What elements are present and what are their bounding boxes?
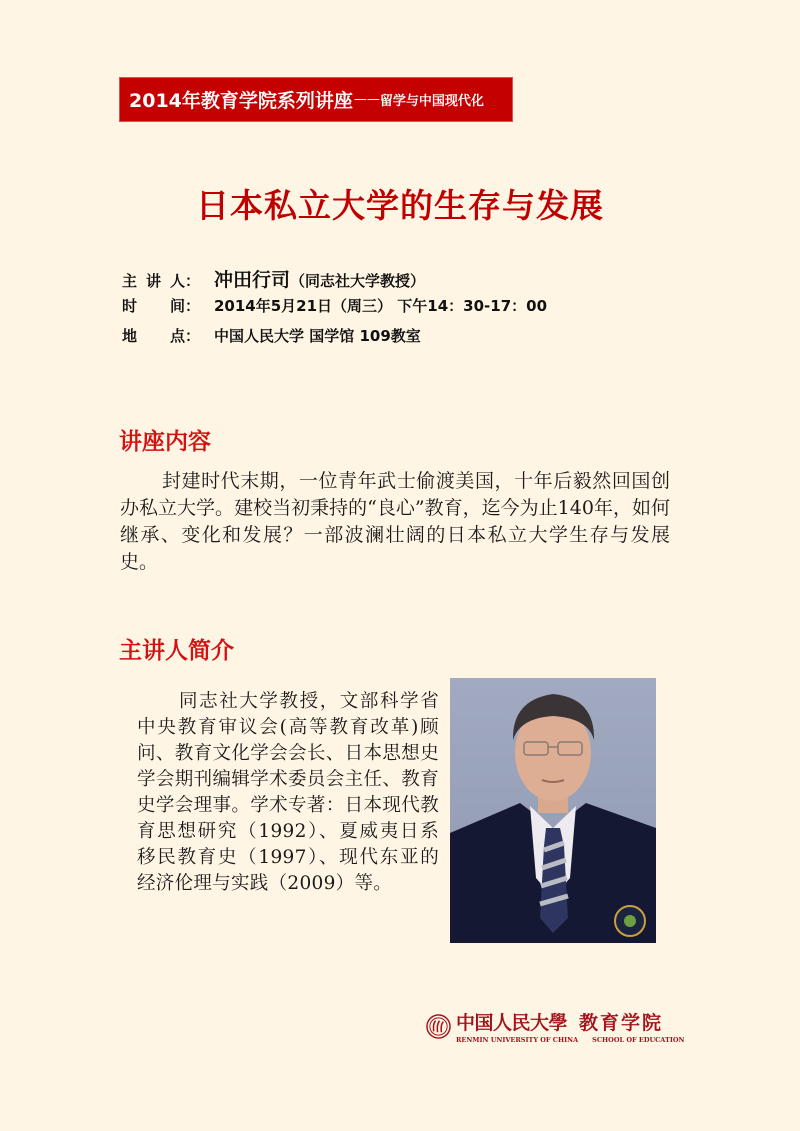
speaker-row bbox=[122, 265, 547, 295]
university-name-cn: 中国人民大學 bbox=[456, 1012, 568, 1034]
lecture-title: 日本私立大学的生存与发展 bbox=[196, 186, 604, 225]
school-logo bbox=[426, 1008, 684, 1044]
label-char: 点： bbox=[169, 327, 200, 345]
content-heading: 讲座内容 bbox=[119, 429, 211, 455]
label-char: 地 bbox=[122, 327, 138, 345]
logo-cn bbox=[456, 1008, 684, 1035]
label-char: 间： bbox=[169, 297, 200, 315]
bio-body: 同志社大学教授，文部科学省中央教育审议会(高等教育改革)顾问、教育文化学会会长、日本思想史学会期刊编辑学术委员会主任、教育史学会理事。学术专著：日本现代教育思想研究（1992）、夏威夷日系移民教育史（1997）、现代东亚的经济伦理与实践（2009）等。 bbox=[137, 691, 439, 894]
place-row bbox=[122, 325, 547, 355]
label-char: 人： bbox=[169, 272, 200, 290]
logo-en bbox=[456, 1036, 684, 1044]
university-emblem-icon bbox=[426, 1014, 451, 1039]
time-row bbox=[122, 295, 547, 325]
place-label bbox=[122, 325, 214, 346]
speaker-portrait-icon bbox=[450, 678, 656, 943]
place-value: 中国人民大学 国学馆 109教室 bbox=[214, 327, 421, 345]
label-char: 讲 bbox=[145, 272, 161, 290]
banner-dash: —— bbox=[353, 92, 380, 107]
label-char: 主 bbox=[122, 272, 138, 290]
series-subtitle: 留学与中国现代化 bbox=[379, 94, 484, 109]
series-title: 2014年教育学院系列讲座 bbox=[129, 90, 353, 112]
university-name-en: RENMIN UNIVERSITY OF CHINA bbox=[456, 1036, 579, 1044]
speaker-label bbox=[122, 270, 214, 291]
school-name-en: SCHOOL OF EDUCATION bbox=[592, 1036, 685, 1044]
logo-text bbox=[456, 1008, 684, 1044]
label-char: 时 bbox=[122, 297, 138, 315]
series-banner bbox=[119, 77, 513, 122]
content-body: 封建时代末期，一位青年武士偷渡美国，十年后毅然回国创办私立大学。建校当初秉持的“良心”教育，迄今为止140年，如何继承、变化和发展？一部波澜壮阔的日本私立大学生存与发展史。 bbox=[120, 470, 670, 573]
speaker-affiliation: （同志社大学教授） bbox=[290, 272, 426, 290]
bio-heading: 主讲人简介 bbox=[119, 638, 234, 664]
time-label bbox=[122, 295, 214, 316]
lecture-info bbox=[122, 265, 547, 355]
speaker-name: 冲田行司 bbox=[214, 269, 291, 291]
time-value: 2014年5月21日（周三） 下午14：30-17：00 bbox=[214, 297, 548, 315]
speaker-value bbox=[214, 265, 425, 292]
school-name-cn: 教育学院 bbox=[579, 1012, 664, 1034]
speaker-photo bbox=[450, 678, 656, 943]
